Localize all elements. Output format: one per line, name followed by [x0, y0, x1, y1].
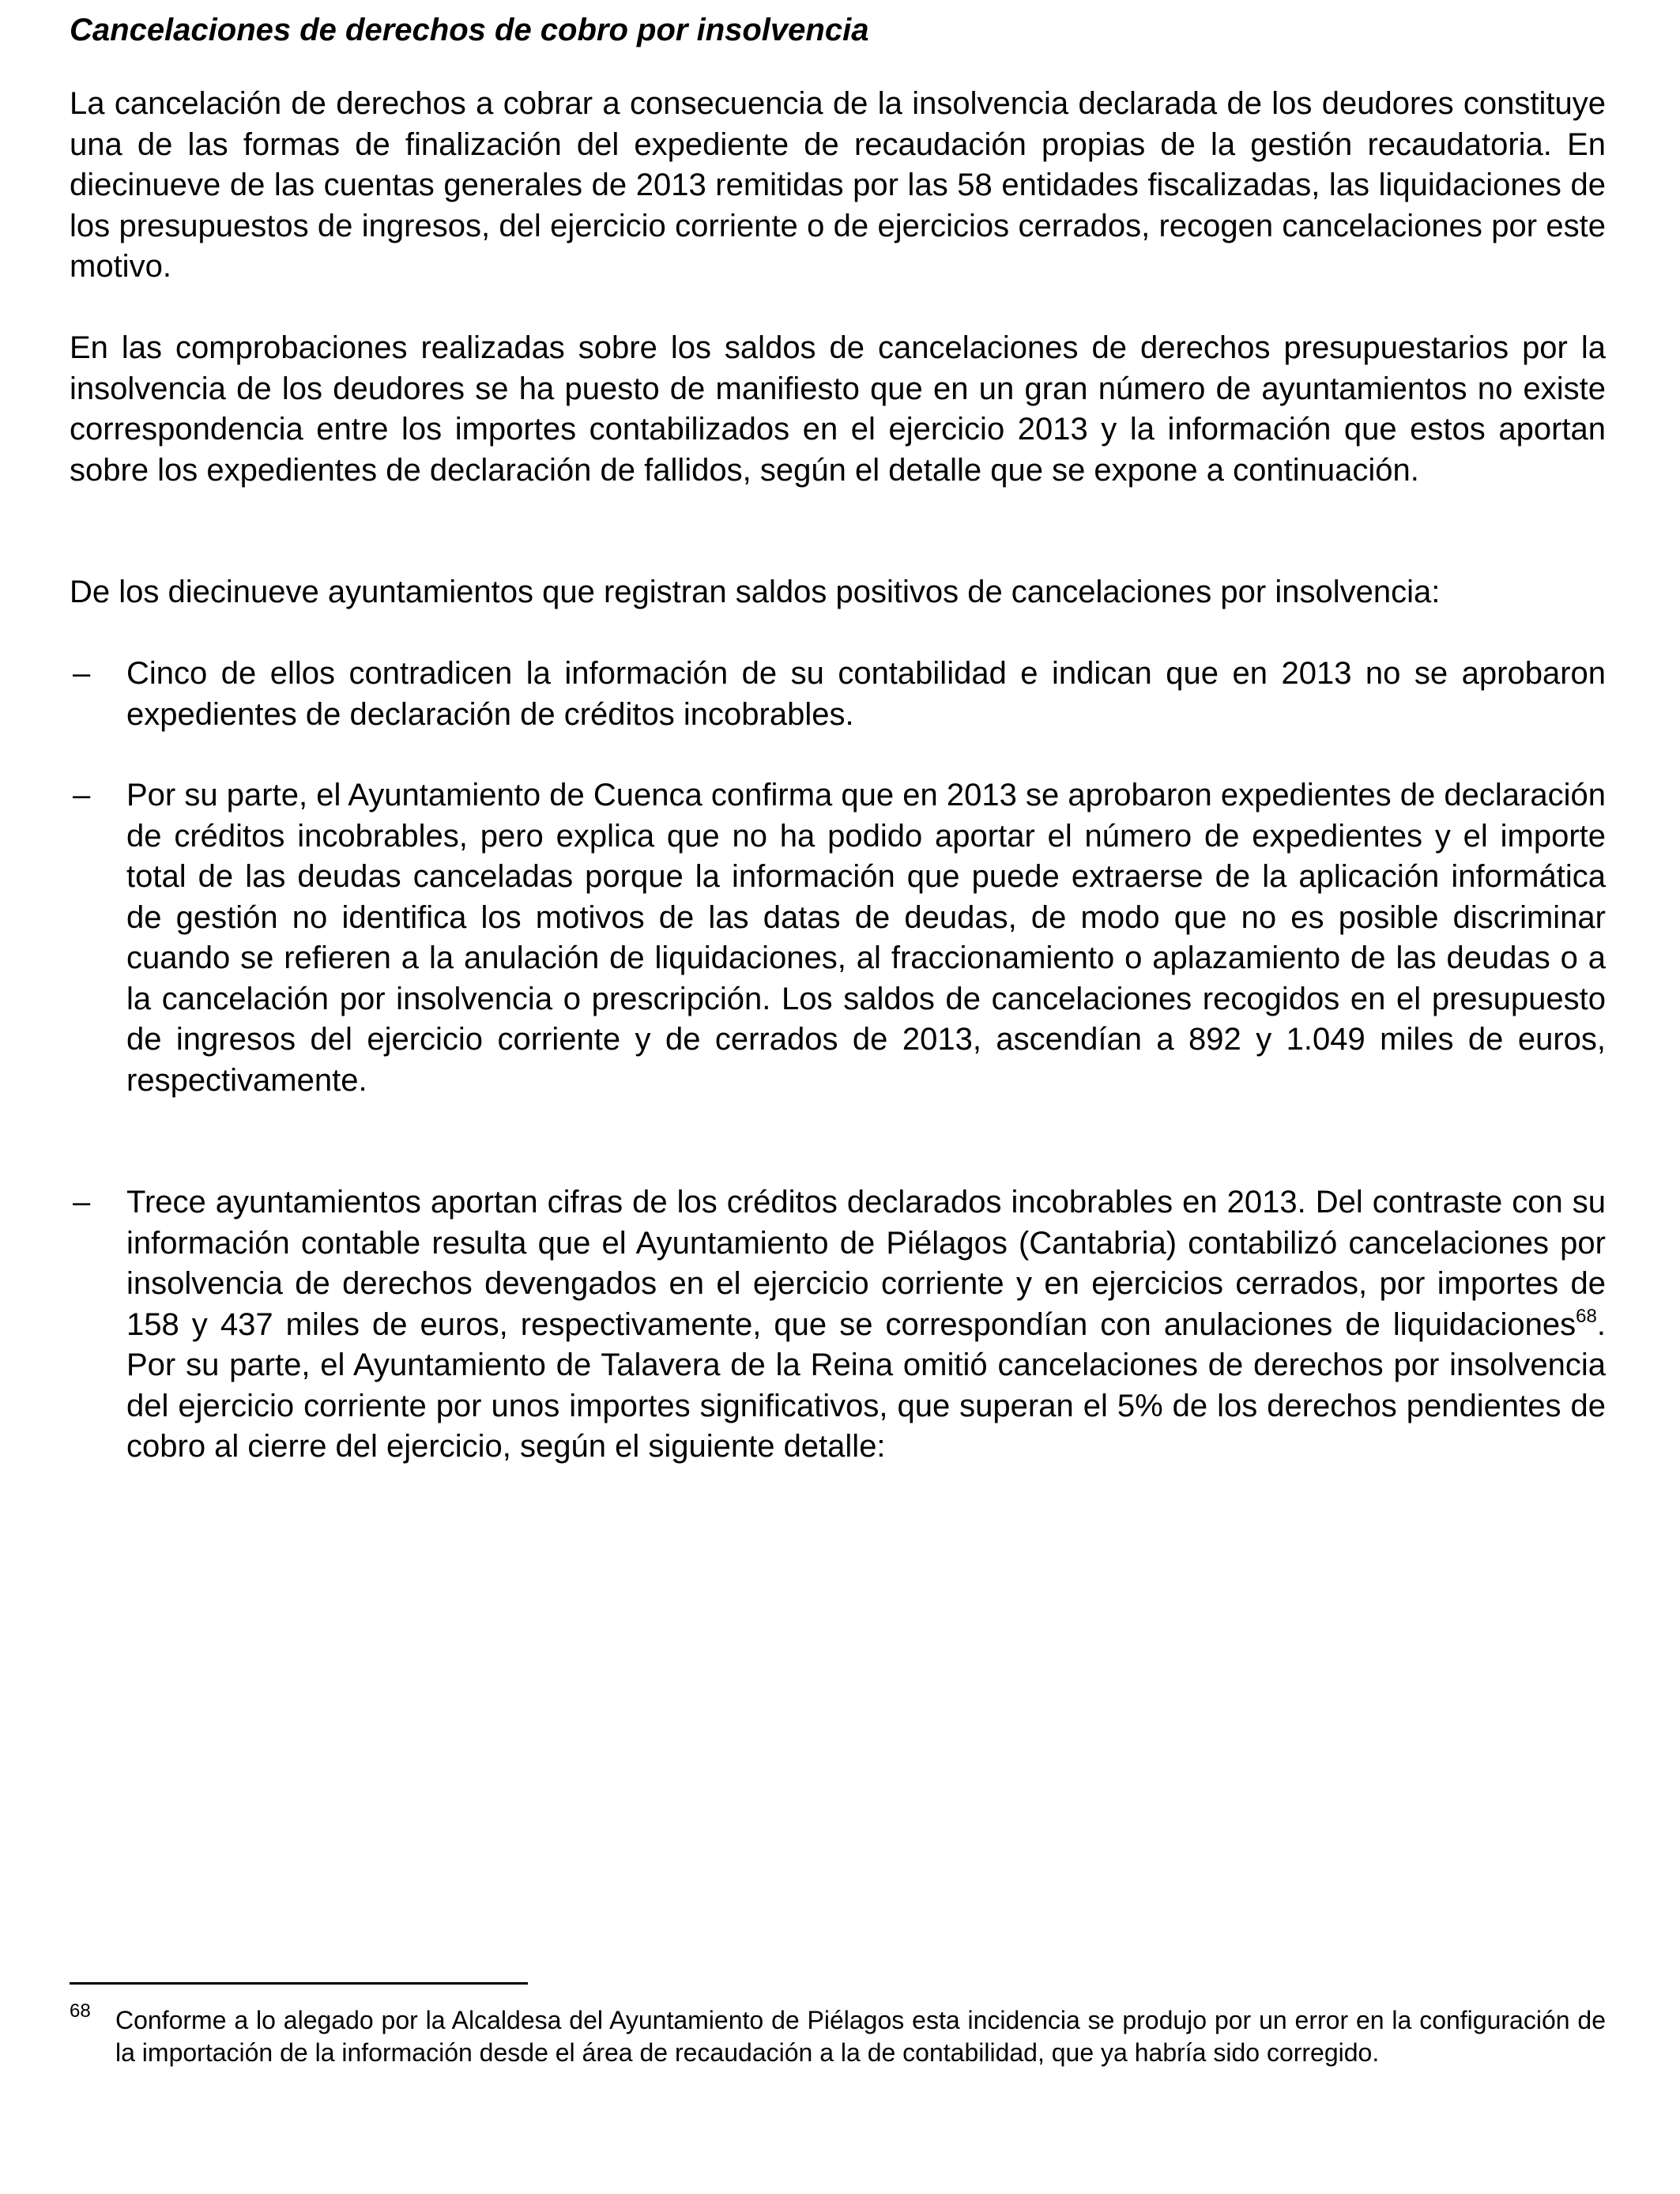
- paragraph-comprobaciones: En las comprobaciones realizadas sobre los saldos de cancelaciones de derechos presupuestarios por la insolvencia de los deudores se ha puesto de manifiesto que en un gran número de ayuntamientos no existe correspondencia entre los importes contabilizados en el ejercicio 2013 y la información que estos aportan sobre los expedientes de declaración de fallidos, según el detalle que se expone a continuación.: [70, 330, 1606, 488]
- footnote-number: 68: [70, 2000, 91, 2022]
- footnote-reference[interactable]: 68: [1576, 1305, 1597, 1327]
- footnote-text: Conforme a lo alegado por la Alcaldesa del Ayuntamiento de Piélagos esta incidencia se produjo por un error en la configuración de la importación de la información desde el área de recaudación a la de contabilidad, que ya habría sido corregido.: [115, 2006, 1606, 2067]
- bullet-dash: –: [73, 778, 91, 812]
- bullet-text: [126, 1182, 1606, 1468]
- bullet-text: Por su parte, el Ayuntamiento de Cuenca confirma que en 2013 se aprobaron expedientes de declaración de créditos incobrables, pero explica que no ha podido aportar el número de expedientes y el importe total de las deudas canceladas porque la información que puede extraerse de la aplicación informática de gestión no identifica los motivos de las datas de deudas, de modo que no es posible discriminar cuando se refieren a la anulación de liquidaciones, al fraccionamiento o aplazamiento de las deudas o a la cancelación por insolvencia o prescripción. Los saldos de cancelaciones recogidos en el presupuesto de ingresos del ejercicio corriente y de cerrados de 2013, ascendían a 892 y 1.049 miles de euros, respectivamente.: [126, 778, 1606, 1098]
- bullet-text-part2: . Por su parte, el Ayuntamiento de Talavera de la Reina omitió cancelaciones de derechos por insolvencia del ejercicio corriente por unos importes significativos, que superan el 5% de los derechos pendientes de cobro al cierre del ejercicio, según el siguiente detalle:: [126, 1306, 1606, 1464]
- paragraph-diecinueve: De los diecinueve ayuntamientos que registran saldos positivos de cancelaciones por insolvencia:: [70, 575, 1441, 609]
- bullet-dash: –: [73, 1185, 91, 1220]
- paragraph-intro: La cancelación de derechos a cobrar a consecuencia de la insolvencia declarada de los deudores constituye una de las formas de finalización del expediente de recaudación propias de la gestión recaudatoria. En diecinueve de las cuentas generales de 2013 remitidas por las 58 entidades fiscalizadas, las liquidaciones de los presupuestos de ingresos, del ejercicio corriente o de ejercicios cerrados, recogen cancelaciones por este motivo.: [70, 86, 1606, 284]
- bullet-dash: –: [73, 656, 91, 691]
- bullet-text-part1: Trece ayuntamientos aportan cifras de los créditos declarados incobrables en 2013. Del contraste con su información contable resulta que el Ayuntamiento de Piélagos (Cantabria) contabilizó cancelaciones por insolvencia de derechos devengados en el ejercicio corriente y en ejercicios cerrados, por importes de 158 y 437 miles de euros, respectivamente, que se correspondían con anulaciones de liquidaciones: [126, 1185, 1606, 1342]
- bullet-text: Cinco de ellos contradicen la información de su contabilidad e indican que en 2013 no se aprobaron expedientes de declaración de créditos incobrables.: [126, 656, 1606, 732]
- footnote-separator: [70, 1982, 528, 1985]
- section-heading: Cancelaciones de derechos de cobro por insolvencia: [70, 13, 869, 47]
